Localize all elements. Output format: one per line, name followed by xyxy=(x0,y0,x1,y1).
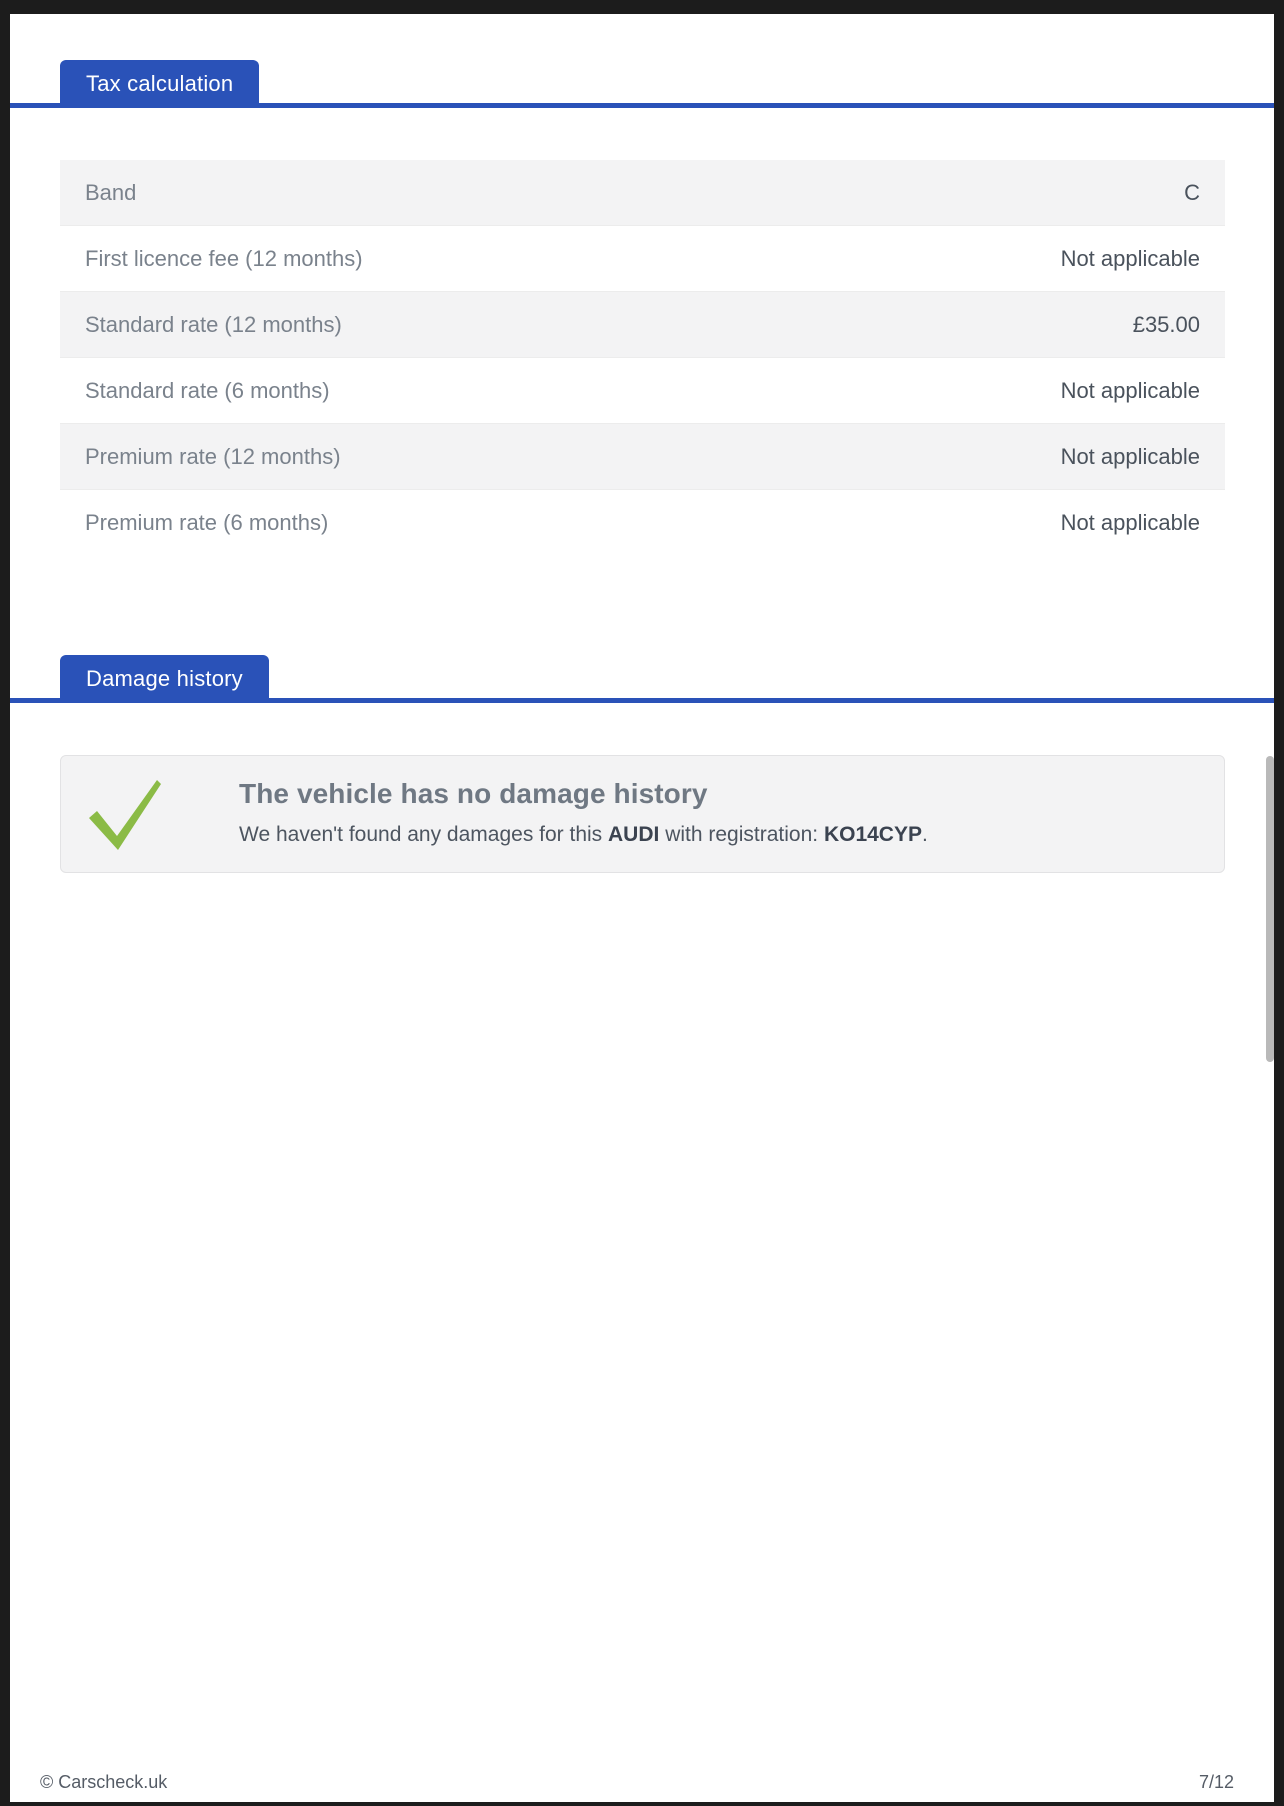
row-value: £35.00 xyxy=(1132,311,1200,337)
vehicle-make: AUDI xyxy=(608,823,660,846)
row-label: Premium rate (12 months) xyxy=(85,443,341,469)
damage-history-tab: Damage history xyxy=(60,655,269,699)
table-row xyxy=(60,358,1225,424)
row-value: Not applicable xyxy=(1060,443,1200,469)
row-label: Standard rate (6 months) xyxy=(85,377,330,403)
message-prefix: We haven't found any damages for this xyxy=(239,823,609,846)
message-suffix: . xyxy=(921,823,928,846)
row-label: First licence fee (12 months) xyxy=(85,245,363,271)
report-page xyxy=(10,14,1274,1802)
section-divider xyxy=(10,103,1274,108)
tax-table xyxy=(60,160,1225,555)
page-number: 7/12 xyxy=(1198,1772,1234,1792)
damage-status-box xyxy=(60,755,1225,873)
table-row xyxy=(60,424,1225,490)
table-row xyxy=(60,490,1225,555)
row-label: Standard rate (12 months) xyxy=(85,311,342,337)
row-label: Band xyxy=(85,179,137,205)
row-value: C xyxy=(1184,179,1200,205)
tax-calculation-tab: Tax calculation xyxy=(60,60,259,104)
table-row xyxy=(60,160,1225,226)
damage-history-header xyxy=(10,655,1274,705)
row-value: Not applicable xyxy=(1060,245,1200,271)
row-value: Not applicable xyxy=(1060,377,1200,403)
registration-number: KO14CYP xyxy=(823,823,922,846)
damage-message xyxy=(239,823,928,847)
damage-heading: The vehicle has no damage history xyxy=(239,778,708,809)
row-value: Not applicable xyxy=(1060,509,1200,535)
checkmark-icon xyxy=(87,778,163,852)
footer-copyright: © Carscheck.uk xyxy=(40,1772,168,1792)
row-label: Premium rate (6 months) xyxy=(85,509,329,535)
tax-calculation-header xyxy=(10,60,1274,110)
scrollbar-thumb[interactable] xyxy=(1266,756,1274,1062)
table-row xyxy=(60,292,1225,358)
message-middle: with registration: xyxy=(659,823,824,846)
section-divider xyxy=(10,698,1274,703)
table-row xyxy=(60,226,1225,292)
